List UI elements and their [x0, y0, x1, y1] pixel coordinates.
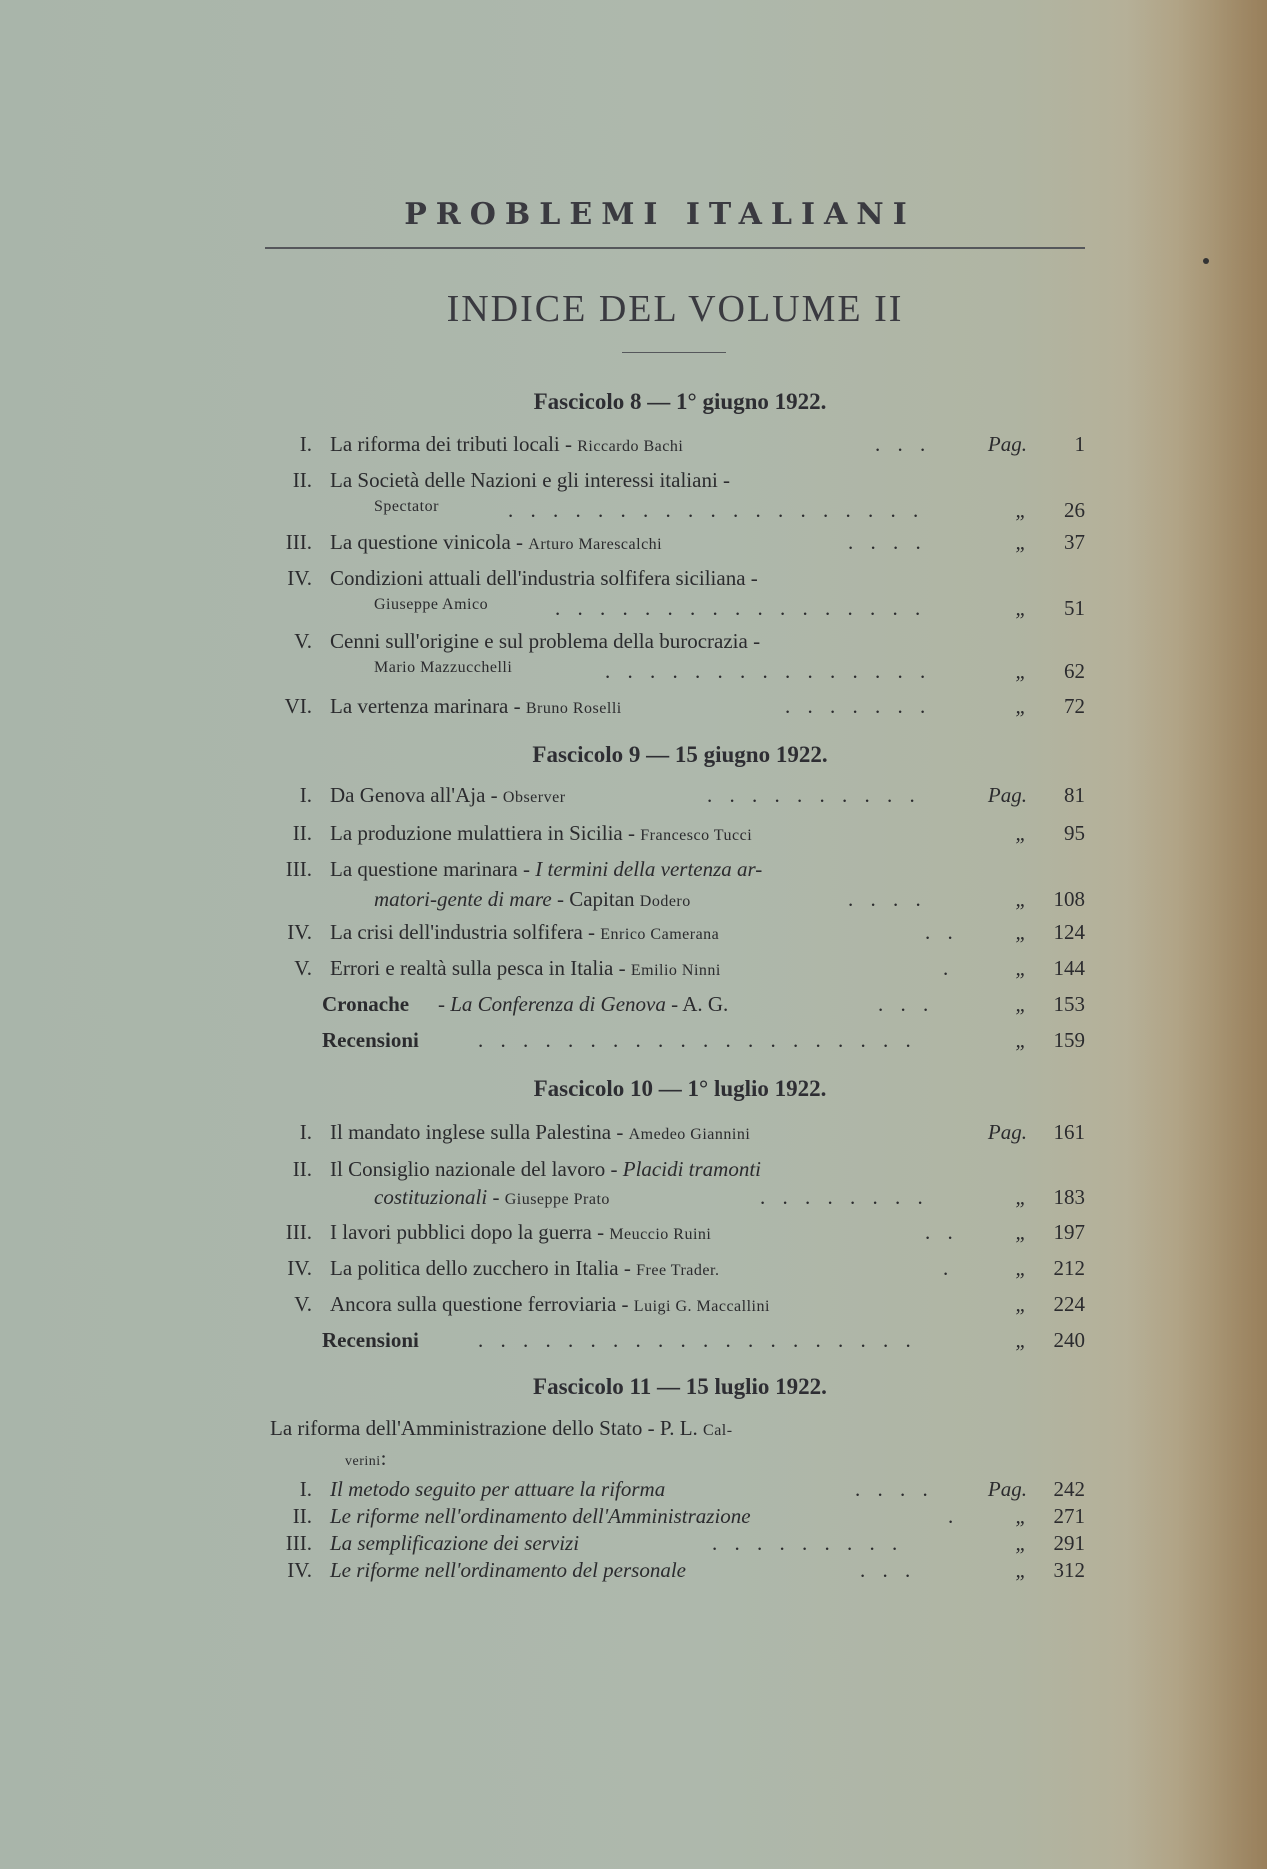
entry-number: II.	[292, 1504, 312, 1528]
entry-author: Mario Mazzucchelli	[374, 659, 513, 676]
entry-author: Observer	[502, 789, 566, 806]
running-head: PROBLEMI ITALIANI	[404, 197, 916, 232]
ditto-mark: „	[1015, 1028, 1027, 1052]
index-entry-group	[0, 1416, 1267, 1446]
entry-title: Errori e realtà sulla pesca in Italia -	[330, 956, 631, 980]
index-entry: III. I lavori pubblici dopo la guerra - Meuccio Ruini . . „ 197	[285, 1220, 1085, 1244]
entry-number: IV.	[287, 920, 312, 944]
entry-number: I.	[299, 432, 312, 456]
ditto-mark: „	[1015, 956, 1027, 980]
entry-label: Cronache	[322, 992, 410, 1016]
header-rule	[265, 247, 1085, 249]
entry-title: Da Genova all'Aja -	[330, 783, 503, 807]
ink-speck	[1203, 258, 1209, 264]
page-number: 224	[1053, 1292, 1085, 1316]
page-number: 51	[1064, 596, 1085, 620]
ditto-mark: „	[1015, 498, 1027, 522]
entry-number: IV.	[287, 566, 312, 590]
entry-author: Free Trader.	[636, 1262, 720, 1279]
entry-title: La questione vinicola -	[330, 530, 529, 554]
ditto-mark: „	[1015, 694, 1027, 718]
page-number: 197	[1053, 1220, 1085, 1244]
ditto-mark: „	[1015, 596, 1027, 620]
page-number: 159	[1053, 1028, 1085, 1052]
entry-number: III.	[285, 530, 312, 554]
page-number: 37	[1064, 530, 1085, 554]
book-index-page: PROBLEMI ITALIANI INDICE DEL VOLUME II Fascicolo 8 — 1° giugno 1922. I. La riforma dei tributi locali - Riccardo Bachi . . . Pag. 1 II. La Società delle Nazioni e gli interessi italiani - Spectator . . . . . . . . . . . . . . . . . . . „ 26 III. La questione vinicola - Arturo Marescalchi . . . . „ 37 IV. Condizioni attuali dell'industria solfifera siciliana - Giuseppe Amico . . . . . . . . . . . . . . . . . „ 51 V. Cenni sull'origine e sul problema della burocrazia - Mario Mazzucchelli . . . . . . . . . . . . . . . „ 62 VI. La vertenza marinara - Bruno Roselli . . . . . . . „ 72 Fascicolo 9 — 15 giugno 1922. I. Da Genova all'Aja - Observer . . . . . . . . . . Pag. 81 II. La produzione mulattiera in Sicilia - Francesco Tucci „ 95 III. La questione marinara - I termini della vertenza ar- matori-gente di mare - Capitan Dodero . . . . „ 108 IV. La crisi dell'industria solfifera - Enrico Camerana . . „ 124 V. Errori e realtà sulla pesca in Italia - Emilio Ninni . „ 144 Cronache - La Conferenza di Genova - A. G. . . . „ 153 Recensioni . . . . . . . . . . . . . . . . . . . . „ 159 Fascicolo 10 — 1° luglio 1922. I. Il mandato inglese sulla Palestina - Amedeo Giannini Pag. 161 II. Il Consiglio nazionale del lavoro - Placidi tramonti costituzionali - Giuseppe Prato . . . . . . . . „ 183 III. I lavori pubblici dopo la guerra - Meuccio Ruini . . „ 197 IV. La politica dello zucchero in Italia - Free Trader. . „ 212 V. Ancora sulla questione ferroviaria - Luigi G. Maccallini „ 224 Recensioni . . . . . . . . . . . . . . . . . . . . „ 240 Fascicolo 11 — 15 luglio 1922. La riforma dell'Amministrazione dello Stato - P. L. Cal- verini: I. Il metodo seguito per attuare la riforma . . . . Pag. 242 II. Le riforme nell'ordinamento dell'Amministrazione . „ 271 III. La semplificazione dei servizi . . . . . . . . . „ 291 IV. Le riforme nell'ordinamento del personale . . . „ 312	[0, 0, 1267, 1869]
entry-title: La produzione mulattiera in Sicilia -	[330, 821, 641, 845]
page-number: 242	[1053, 1477, 1085, 1501]
entry-title: La politica dello zucchero in Italia -	[330, 1256, 637, 1280]
page-number: 124	[1053, 920, 1085, 944]
index-entry: III. La semplificazione dei servizi . . . . . . . . . „ 291	[285, 1531, 1085, 1555]
entry-subtitle: costituzionali	[374, 1185, 488, 1209]
ditto-mark: „	[1015, 920, 1027, 944]
entry-author: Giuseppe Amico	[374, 596, 489, 613]
entry-number: IV.	[287, 1558, 312, 1582]
index-entry: III. La questione vinicola - Arturo Marescalchi . . . . „ 37	[285, 530, 1085, 554]
entry-title: La vertenza marinara -	[330, 694, 526, 718]
page-number: 153	[1053, 992, 1085, 1016]
entry-author: Amedeo Giannini	[628, 1126, 751, 1143]
index-entry-cronache: Cronache - La Conferenza di Genova - A. G. . . . „ 153	[322, 992, 1085, 1016]
page-number: 95	[1064, 821, 1085, 845]
page-number: 240	[1053, 1328, 1085, 1352]
page-number: 1	[1074, 432, 1085, 456]
index-entry	[0, 468, 1267, 498]
index-entry	[0, 1120, 1267, 1150]
ditto-mark: „	[1015, 530, 1027, 554]
entry-title: Il Consiglio nazionale del lavoro -	[330, 1157, 623, 1181]
index-entry: I. Il metodo seguito per attuare la riforma . . . . Pag. 242	[299, 1477, 1085, 1501]
index-entry: IV. La politica dello zucchero in Italia - Free Trader. . „ 212	[287, 1256, 1085, 1280]
ditto-mark: „	[1015, 821, 1027, 845]
page-title: INDICE DEL VOLUME II	[446, 288, 904, 330]
entry-number: I.	[299, 783, 312, 807]
entry-number: III.	[285, 1220, 312, 1244]
entry-title: I lavori pubblici dopo la guerra -	[330, 1220, 610, 1244]
page-number: 72	[1064, 694, 1085, 718]
index-entry	[0, 821, 1267, 851]
pag-label: Pag.	[987, 1477, 1027, 1501]
index-entry	[0, 857, 1267, 887]
entry-subtitle: I termini della vertenza ar-	[535, 857, 763, 881]
entry-title: Il metodo seguito per attuare la riforma	[330, 1477, 666, 1501]
index-entry: V. Errori e realtà sulla pesca in Italia - Emilio Ninni . „ 144	[294, 956, 1085, 980]
pag-label: Pag.	[987, 432, 1027, 456]
entry-number: III.	[285, 1531, 312, 1555]
ditto-mark: „	[1015, 1292, 1027, 1316]
entry-author: Meuccio Ruini	[609, 1226, 712, 1243]
page-number: 144	[1053, 956, 1085, 980]
index-entry: I. La riforma dei tributi locali - Riccardo Bachi . . . Pag. 1	[299, 432, 1085, 456]
page-number: 183	[1053, 1185, 1085, 1209]
entry-author: Riccardo Bachi	[577, 438, 684, 455]
index-entry-recensioni: Recensioni . . . . . . . . . . . . . . . . . . . . „ 159	[322, 1028, 1085, 1052]
entry-number: II.	[292, 1157, 312, 1181]
page-number: 291	[1053, 1531, 1085, 1555]
entry-number: II.	[292, 468, 312, 492]
entry-author: verini	[345, 1454, 381, 1469]
ditto-mark: „	[1015, 1256, 1027, 1280]
section-heading-fascicolo-10: Fascicolo 10 — 1° luglio 1922.	[533, 1076, 827, 1101]
entry-subtitle: matori-gente di mare	[374, 887, 552, 911]
entry-author: Arturo Marescalchi	[528, 536, 663, 553]
index-entry: IV. Le riforme nell'ordinamento del personale . . . „ 312	[287, 1558, 1085, 1582]
entry-title: Il mandato inglese sulla Palestina -	[330, 1120, 629, 1144]
entry-author: Cal-	[703, 1422, 733, 1439]
page-number: 62	[1064, 659, 1085, 683]
ditto-mark: „	[1015, 1558, 1027, 1582]
page-number: 26	[1064, 498, 1085, 522]
entry-number: I.	[299, 1477, 312, 1501]
index-entry	[0, 1157, 1267, 1187]
entry-title: Condizioni attuali dell'industria solfifera siciliana -	[330, 566, 758, 590]
pag-label: Pag.	[987, 1120, 1027, 1144]
index-entry: VI. La vertenza marinara - Bruno Roselli . . . . . . . „ 72	[284, 694, 1085, 718]
entry-author: Emilio Ninni	[630, 962, 721, 979]
entry-title: Cenni sull'origine e sul problema della burocrazia -	[330, 629, 761, 653]
section-heading-fascicolo-9: Fascicolo 9 — 15 giugno 1922.	[532, 742, 828, 767]
entry-author: Giuseppe Prato	[504, 1191, 610, 1208]
entry-subtitle: Placidi tramonti	[622, 1157, 762, 1181]
entry-author: Bruno Roselli	[525, 700, 622, 717]
entry-title: La Società delle Nazioni e gli interessi italiani -	[330, 468, 731, 492]
index-entry: I. Da Genova all'Aja - Observer . . . . . . . . . . Pag. 81	[299, 783, 1085, 807]
entry-subtitle: La Conferenza di Genova	[450, 992, 666, 1016]
entry-title: La crisi dell'industria solfifera -	[330, 920, 601, 944]
section-heading-fascicolo-8: Fascicolo 8 — 1° giugno 1922.	[533, 389, 827, 414]
index-entry-recensioni: Recensioni . . . . . . . . . . . . . . . . . . . . „ 240	[322, 1328, 1085, 1352]
entry-label: Recensioni	[322, 1328, 419, 1352]
entry-title: Le riforme nell'ordinamento dell'Amministrazione	[330, 1504, 751, 1528]
entry-number: V.	[294, 629, 312, 653]
ditto-mark: „	[1015, 1504, 1027, 1528]
entry-number: II.	[292, 821, 312, 845]
entry-title: La riforma dei tributi locali -	[330, 432, 578, 456]
ditto-mark: „	[1015, 1185, 1027, 1209]
entry-number: V.	[294, 956, 312, 980]
pag-label: Pag.	[987, 783, 1027, 807]
entry-author: Dodero	[639, 893, 691, 910]
entry-title: La semplificazione dei servizi	[330, 1531, 580, 1555]
entry-number: VI.	[284, 694, 312, 718]
page-number: 161	[1053, 1120, 1085, 1144]
entry-author: Francesco Tucci	[640, 827, 753, 844]
ditto-mark: „	[1015, 1531, 1027, 1555]
entry-author: Enrico Camerana	[600, 926, 720, 943]
entry-title: La questione marinara -	[330, 857, 536, 881]
title-rule	[622, 352, 726, 353]
entry-title: Le riforme nell'ordinamento del personale	[330, 1558, 687, 1582]
page-number: 108	[1053, 887, 1085, 911]
index-entry	[0, 629, 1267, 659]
ditto-mark: „	[1015, 1328, 1027, 1352]
index-entry: IV. La crisi dell'industria solfifera - Enrico Camerana . . „ 124	[287, 920, 1085, 944]
entry-number: III.	[285, 857, 312, 881]
ditto-mark: „	[1015, 887, 1027, 911]
page-number: 81	[1064, 783, 1085, 807]
entry-title: La riforma dell'Amministrazione dello Stato - P. L.	[270, 1416, 704, 1440]
ditto-mark: „	[1015, 1220, 1027, 1244]
index-entry	[0, 566, 1267, 596]
entry-author: Luigi G. Maccallini	[633, 1298, 770, 1315]
ditto-mark: „	[1015, 659, 1027, 683]
entry-author: Spectator	[374, 498, 439, 515]
entry-number: IV.	[287, 1256, 312, 1280]
ditto-mark: „	[1015, 992, 1027, 1016]
index-entry	[0, 1292, 1267, 1322]
entry-number: V.	[294, 1292, 312, 1316]
entry-title: Ancora sulla questione ferroviaria -	[330, 1292, 634, 1316]
section-heading-fascicolo-11: Fascicolo 11 — 15 luglio 1922.	[533, 1374, 827, 1399]
page-number: 271	[1053, 1504, 1085, 1528]
index-entry: II. Le riforme nell'ordinamento dell'Amministrazione . „ 271	[292, 1504, 1085, 1528]
entry-number: I.	[299, 1120, 312, 1144]
page-number: 212	[1053, 1256, 1085, 1280]
page-number: 312	[1053, 1558, 1085, 1582]
entry-label: Recensioni	[322, 1028, 419, 1052]
